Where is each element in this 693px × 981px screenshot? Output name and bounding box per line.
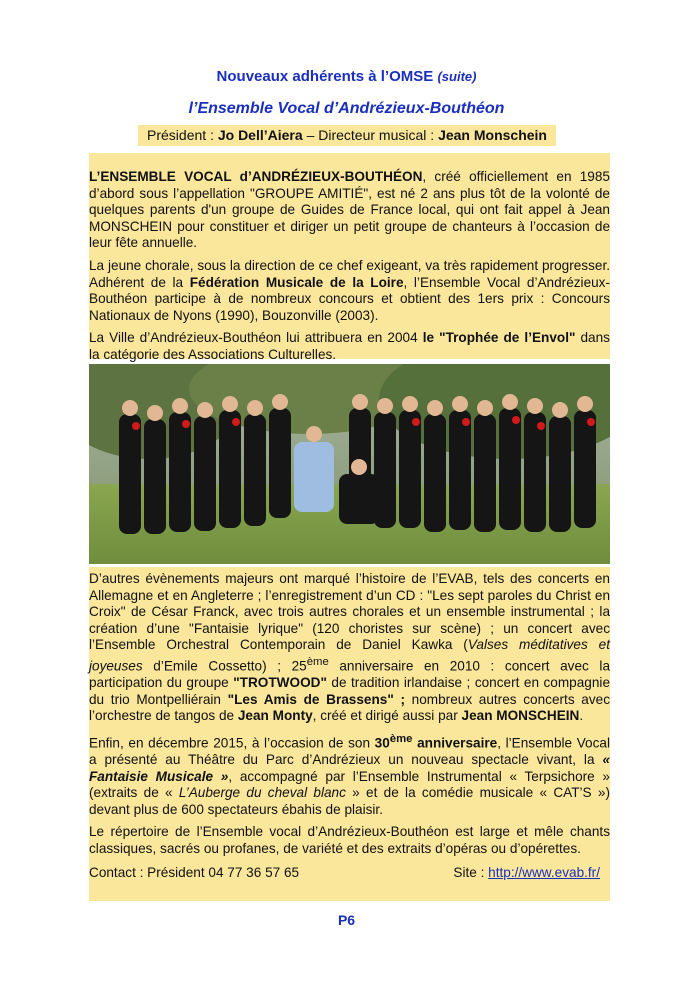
intro-paragraph — [89, 258, 610, 324]
contact-phone: Contact : Président 04 77 36 57 65 — [89, 865, 300, 880]
federation-name: Fédération Musicale de la Loire — [189, 274, 404, 290]
text-run: , accompagné par l’Ensemble Instrumental « Terpsichore » (extraits de « — [89, 768, 610, 801]
text-run: D’autres évènements majeurs ont marqué l’histoire de l’EVAB, tels des concerts en Allemagne et en Angleterre ; l’enregistrement d’un CD : "Les sept paroles du Christ en Croix" de César Franck, avec trois autres chorales et un ensemble instrumental ; la création d’une "Fantaisie lyrique" (120 choristes sur scène) ; un concert avec l’Ensemble Orchestral Contemporain de Daniel Kawka ( — [89, 571, 610, 653]
work-title: Valses méditatives et joyeuses — [89, 637, 610, 674]
history-paragraph — [89, 571, 610, 725]
director-name: Jean Monschein — [438, 127, 547, 143]
history-paragraph: Le répertoire de l’Ensemble vocal d’Andrézieux-Bouthéon est large et mêle chants classiques, sacrés ou profanes, de variété et des extraits d’opéras ou d’opérettes. — [89, 824, 610, 856]
group-name: "Les Amis de Brassens" ; — [227, 691, 405, 707]
choir-photo — [89, 364, 610, 564]
text-run: , l’Ensemble Vocal d’Andrézieux-Bouthéon participe à de nombreux concours et obtient des 1ers prix : Concours Nationaux de Nyons (1990), Bouzonville (2003). — [89, 274, 611, 323]
text-run: , l’Ensemble Vocal a présenté au Théâtre du Parc d’Andrézieux un nouveau spectacle vivant, la — [89, 735, 610, 767]
officers-separator: – — [306, 127, 315, 143]
person-name: Jean MONSCHEIN — [461, 708, 580, 724]
text-run: nombreux autres concerts avec l’orchestre de tangos de — [89, 691, 610, 724]
director-label: Directeur musical : — [318, 127, 435, 143]
text-run: . — [579, 708, 584, 724]
contact-line — [89, 864, 610, 881]
page-title — [0, 68, 693, 85]
text-run: d’Emile Cossetto) ; 25 — [142, 658, 307, 674]
text-run: Enfin, en décembre 2015, à l’occasion de son — [89, 735, 375, 751]
history-paragraph — [89, 731, 610, 819]
group-name: "TROTWOOD" — [233, 675, 327, 691]
text-run: La Ville d’Andrézieux-Bouthéon lui attribuera en 2004 — [89, 330, 423, 346]
intro-text: , créé officiellement en 1985 d’abord sous l’appellation "GROUPE AMITIÉ", est né 2 ans plus tôt de la volonté de quelques parents d'un groupe de Guides de France local, qui ont fait appel à Jean MONSCHEIN pour constituer et diriger un petit groupe de chanteurs à l’occasion de leur fête annuelle. — [89, 169, 610, 251]
anniversary-word: anniversaire — [412, 735, 498, 751]
trophy-name: le "Trophée de l’Envol" — [422, 330, 576, 346]
text-run: La jeune chorale, sous la direction de ce chef exigeant, va très rapidement progresser. Adhérent de la — [89, 257, 610, 290]
text-run: de tradition irlandaise ; concert en compagnie du trio Montpelliérain — [89, 675, 611, 707]
work-title: L’Auberge du cheval blanc — [178, 785, 346, 801]
text-run: anniversaire en 2010 : concert avec la participation du groupe — [89, 658, 611, 691]
text-run: , créé et dirigé aussi par — [312, 708, 462, 724]
person-name: Jean Monty — [237, 708, 313, 724]
page-number: P6 — [337, 912, 356, 928]
ordinal-suffix: ème — [306, 655, 329, 668]
anniversary-number: 30 — [374, 735, 390, 751]
text-run: » et de la comédie musicale « CAT’S ») devant plus de 600 spectateurs ébahis de plaisir. — [89, 785, 610, 817]
text-run: dans la catégorie des Associations Culturelles. — [89, 330, 610, 362]
intro-paragraph — [89, 169, 610, 252]
title-text: Nouveaux adhérents à l’OMSE — [216, 68, 434, 85]
ensemble-name: L’ENSEMBLE VOCAL d’ANDRÉZIEUX-BOUTHÉON — [89, 169, 423, 184]
intro-section — [89, 169, 610, 370]
title-suffix: (suite) — [437, 69, 477, 84]
president-name: Jo Dell’Aiera — [217, 127, 303, 143]
history-section — [89, 571, 610, 864]
ordinal-suffix: ème — [389, 732, 413, 745]
site-label: Site : — [453, 865, 485, 880]
site-line — [453, 864, 600, 881]
officers-line — [138, 125, 556, 146]
show-title: « Fantaisie Musicale » — [89, 752, 610, 784]
site-link[interactable]: http://www.evab.fr/ — [488, 865, 600, 880]
page-subtitle: l’Ensemble Vocal d’Andrézieux-Bouthéon — [188, 100, 505, 117]
president-label: Président : — [147, 127, 214, 143]
intro-paragraph — [89, 330, 610, 363]
